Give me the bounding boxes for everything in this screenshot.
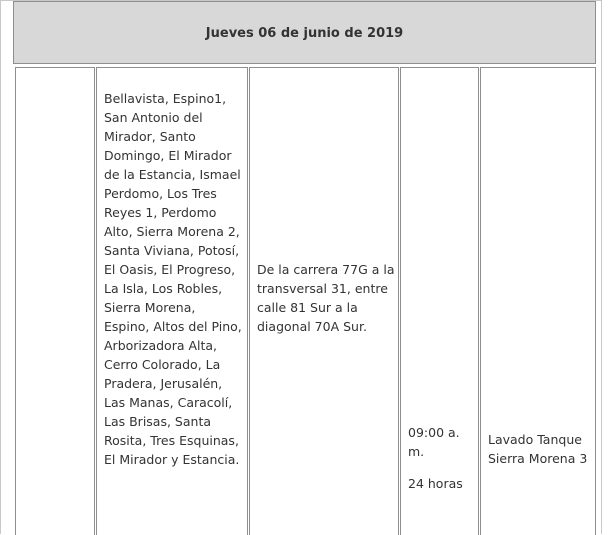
duracion-text: 24 horas xyxy=(408,476,463,491)
header-date-title: Jueves 06 de junio de 2019 xyxy=(205,26,404,41)
hora-text: 09:00 a. m. xyxy=(408,425,460,459)
cell-barrios xyxy=(96,67,248,535)
cell-sector xyxy=(249,67,399,535)
cell-localidad xyxy=(15,67,95,535)
cell-motivo xyxy=(480,67,596,535)
motivo-text: Lavado Tanque Sierra Morena 3 xyxy=(488,432,588,466)
barrios-text: Bellavista, Espino1, San Antonio del Mirador, Santo Domingo, El Mirador de la Estancia, Ismael Perdomo, Los Tres Reyes 1, Perdomo Alto, Sierra Morena 2, Santa Viviana, Potosí, El Oasis, El Progreso, La Isla, Los Robles, Sierra Morena, Espino, Altos del Pino, Arborizadora Alta, Cerro Colorado, La Pradera, Jerusalén, Las Manas, Caracolí, Las Brisas, Santa Rosita, Tres Esquinas, El Mirador y Estancia. xyxy=(104,91,242,467)
table-header xyxy=(13,1,596,64)
sector-text: De la carrera 77G a la transversal 31, entre calle 81 Sur a la diagonal 70A Sur. xyxy=(257,262,395,334)
cell-hora xyxy=(400,67,479,535)
